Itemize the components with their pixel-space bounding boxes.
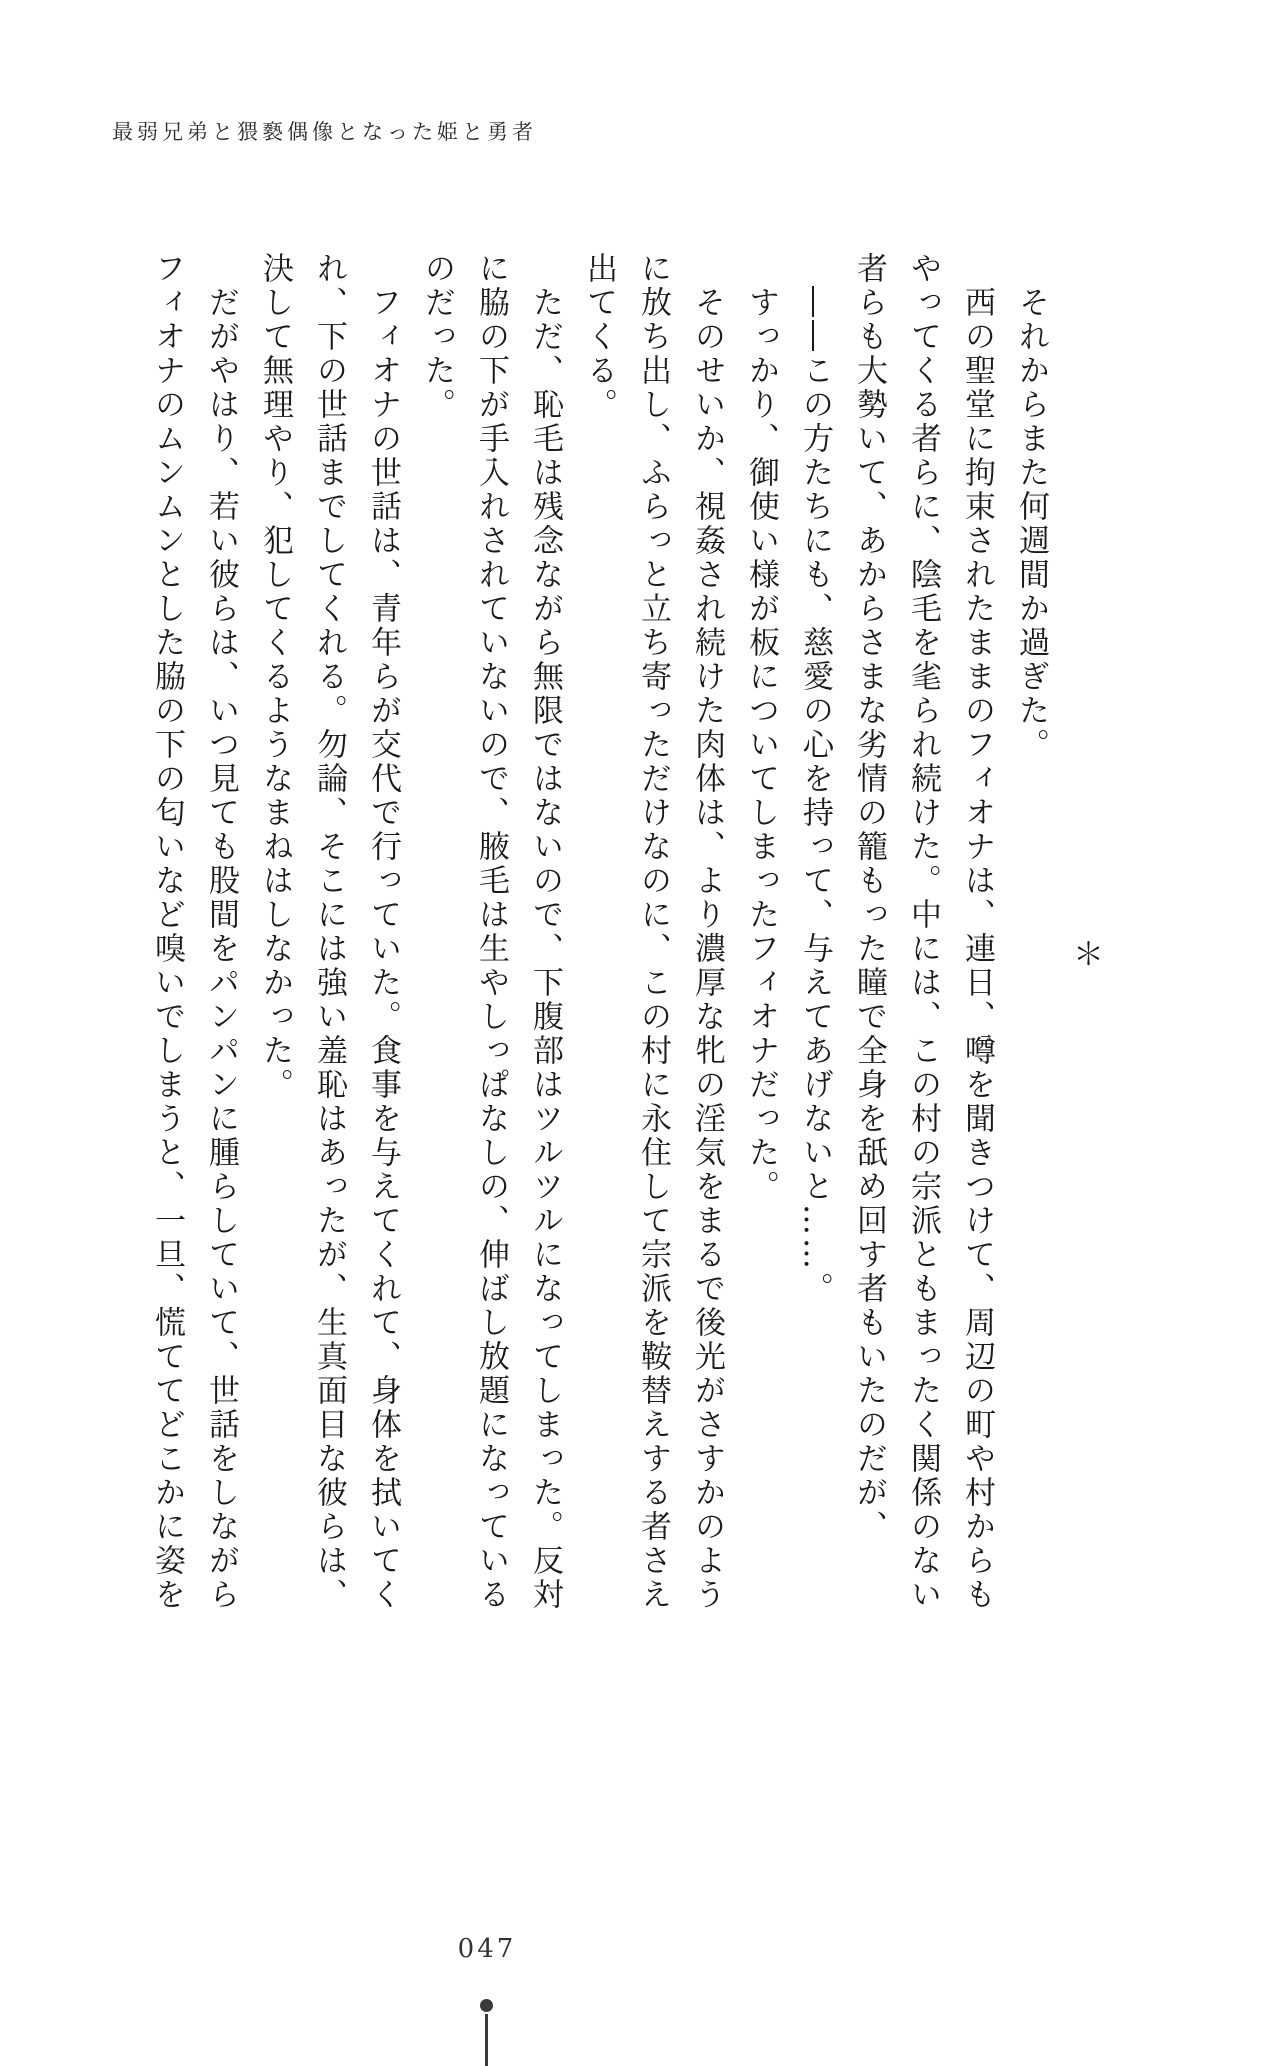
text-line: 者らも大勢いて、あからさまな劣情の籠もった瞳で全身を舐め回す者もいたのだが、 (851, 252, 887, 1544)
page-number: 047 (457, 1934, 517, 1964)
text-line: ただ、恥毛は残念ながら無限ではないので、下腹部はツルツルになってしまった。反対 (527, 252, 563, 1612)
text-line: に放ち出し、ふらっと立ち寄っただけなのに、この村に永住して宗派を鞍替えする者さえ (635, 252, 671, 1612)
text-line: やってくる者らに、陰毛を毟られ続けた。中には、この村の宗派ともまったく関係のない (905, 252, 941, 1612)
text-line: 西の聖堂に拘束されたままのフィオナは、連日、噂を聞きつけて、周辺の町や村からも (959, 252, 995, 1612)
text-line: 決して無理やり、犯してくるようなまねはしなかった。 (257, 252, 293, 1102)
section-break-asterisk: ＊ (1067, 938, 1103, 972)
text-line: 出てくる。 (581, 252, 617, 422)
text-line: に脇の下が手入れされていないので、腋毛は生やしっぱなしの、伸ばし放題になっている (473, 252, 509, 1612)
text-line: フィオナのムンムンとした脇の下の匂いなど嗅いでしまうと、一旦、慌ててどこかに姿を (149, 252, 185, 1612)
text-line: だがやはり、若い彼らは、いつ見ても股間をパンパンに腫らしていて、世話をしながら (203, 252, 239, 1612)
footer-rule-ornament (485, 2014, 488, 2066)
text-line: そのせいか、視姦され続けた肉体は、より濃厚な牝の淫気をまるで後光がさすかのよう (689, 252, 725, 1612)
text-line: のだった。 (419, 252, 455, 422)
text-line: フィオナの世話は、青年らが交代で行っていた。食事を与えてくれて、身体を拭いてく (365, 252, 401, 1612)
text-line: それからまた何週間か過ぎた。 (1013, 252, 1049, 762)
body-text (140, 252, 1112, 1652)
text-line: すっかり、御使い様が板についてしまったフィオナだった。 (743, 252, 779, 1204)
footer-dot-ornament (480, 1999, 493, 2012)
text-line: ――この方たちにも、慈愛の心を持って、与えてあげないと……。 (797, 252, 833, 1306)
running-header-title: 最弱兄弟と猥褻偶像となった姫と勇者 (112, 120, 537, 144)
text-line: れ、下の世話までしてくれる。勿論、そこには強い羞恥はあったが、生真面目な彼らは、 (311, 252, 347, 1612)
